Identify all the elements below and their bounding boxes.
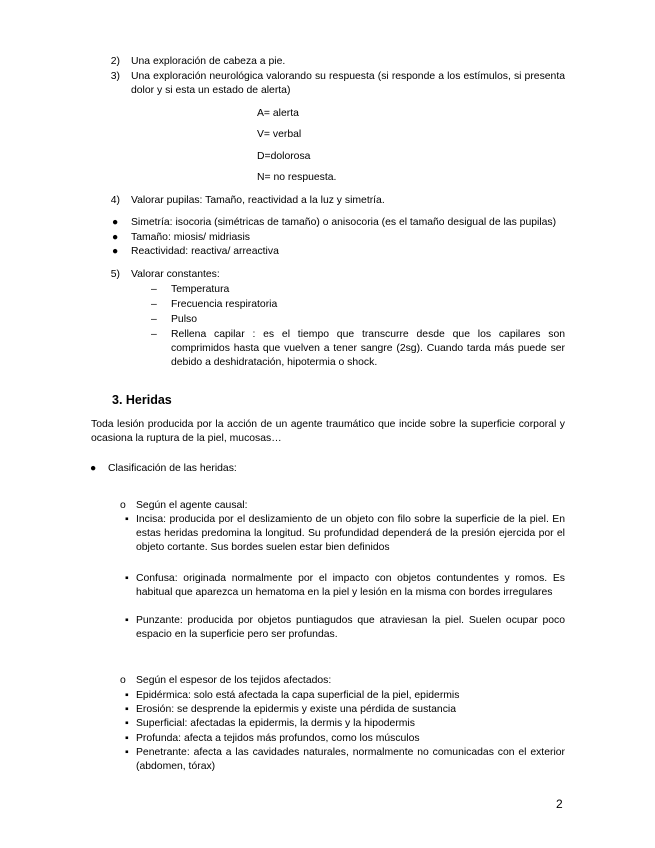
- list-item-text: Valorar pupilas: Tamaño, reactividad a la luz y simetría.: [131, 195, 385, 206]
- dash-icon: –: [151, 314, 157, 325]
- circle-bullet-icon: o: [120, 500, 126, 511]
- agente-item: Punzante: producida por objetos puntiagudos que atraviesan la piel. Suelen ocupar poco espacio en la superficie pero ser profundas.: [136, 615, 565, 641]
- square-bullet-icon: ▪: [125, 615, 129, 626]
- bullet-icon: ●: [112, 232, 119, 243]
- dash-item: Frecuencia respiratoria: [171, 299, 278, 310]
- intro-paragraph: Toda lesión producida por la acción de un agente traumático que incide sobre la superficie corporal y ocasiona la ruptura de la piel, mucosas…: [91, 419, 565, 445]
- bullet-icon: ●: [90, 463, 97, 474]
- avdn-line: D=dolorosa: [257, 151, 311, 162]
- espesor-item: Profunda: afecta a tejidos más profundos, como los músculos: [136, 733, 420, 744]
- page-number: 2: [556, 797, 563, 811]
- list-number: 2): [110, 56, 120, 67]
- square-bullet-icon: ▪: [125, 733, 129, 744]
- list-number: 5): [110, 269, 120, 280]
- agente-item: Confusa: originada normalmente por el impacto con objetos contundentes y romos. Es habitual que aparezca un hematoma en la piel y lesión en la misma con bordes irregulares: [136, 573, 565, 599]
- agente-item: Incisa: producida por el deslizamiento de un objeto con filo sobre la superficie de la piel. En estas heridas predomina la longitud. Su profundidad dependerá de la presión ejercida por el objeto cortante. Sus bordes suelen estar bien definidos: [136, 514, 565, 554]
- dash-item: Pulso: [171, 314, 197, 325]
- avdn-line: V= verbal: [257, 129, 302, 140]
- circle-bullet-icon: o: [120, 675, 126, 686]
- list-item-text: Una exploración neurológica valorando su respuesta (si responde a los estímulos, si presenta dolor y si esta un estado de alerta): [131, 71, 565, 97]
- bullet-text: Reactividad: reactiva/ arreactiva: [131, 246, 279, 257]
- clasificacion-label: Clasificación de las heridas:: [108, 463, 237, 474]
- square-bullet-icon: ▪: [125, 514, 129, 525]
- bullet-icon: ●: [112, 246, 119, 257]
- square-bullet-icon: ▪: [125, 704, 129, 715]
- bullet-icon: ●: [112, 217, 119, 228]
- list-item-text: Una exploración de cabeza a pie.: [131, 56, 286, 67]
- espesor-item: Penetrante: afecta a las cavidades naturales, normalmente no comunicadas con el exterior (abdomen, tórax): [136, 747, 565, 773]
- espesor-item: Erosión: se desprende la epidermis y existe una pérdida de sustancia: [136, 704, 456, 715]
- bullet-text: Simetría: isocoria (simétricas de tamaño) o anisocoria (es el tamaño desigual de las pupilas): [131, 217, 557, 228]
- square-bullet-icon: ▪: [125, 747, 129, 758]
- section-heading: 3. Heridas: [112, 393, 172, 407]
- bullet-text: Tamaño: miosis/ midriasis: [131, 232, 250, 243]
- dash-item: Rellena capilar : es el tiempo que transcurre desde que los capilares son comprimidos hasta que vuelven a tener sangre (2sg). Cuando tarda más puede ser debido a deshidratación, hipotermia o shock.: [171, 329, 565, 369]
- square-bullet-icon: ▪: [125, 690, 129, 701]
- dash-icon: –: [151, 329, 157, 340]
- avdn-line: N= no respuesta.: [257, 172, 337, 183]
- list-number: 4): [110, 195, 120, 206]
- espesor-item: Superficial: afectadas la epidermis, la dermis y la hipodermis: [136, 718, 415, 729]
- square-bullet-icon: ▪: [125, 573, 129, 584]
- list-number: 3): [110, 71, 120, 82]
- square-bullet-icon: ▪: [125, 718, 129, 729]
- dash-item: Temperatura: [171, 284, 230, 295]
- dash-icon: –: [151, 299, 157, 310]
- espesor-item: Epidérmica: solo está afectada la capa superficial de la piel, epidermis: [136, 690, 460, 701]
- subsection-title: Según el espesor de los tejidos afectados:: [136, 675, 332, 686]
- avdn-line: A= alerta: [257, 108, 299, 119]
- list-item-text: Valorar constantes:: [131, 269, 220, 280]
- subsection-title: Según el agente causal:: [136, 500, 248, 511]
- dash-icon: –: [151, 284, 157, 295]
